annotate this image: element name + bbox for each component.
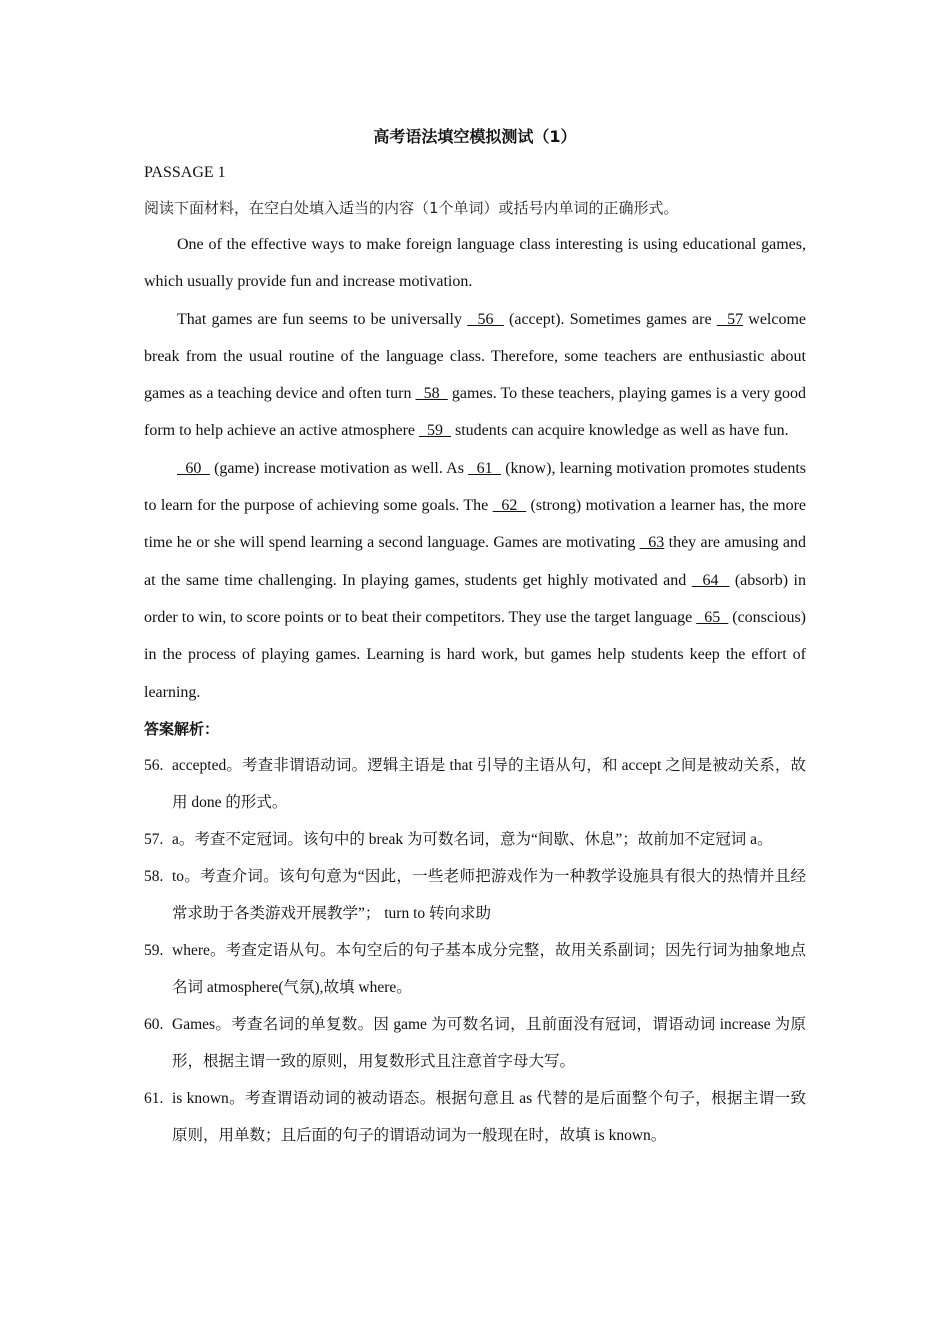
instruction-text: 阅读下面材料，在空白处填入适当的内容（1个单词）或括号内单词的正确形式。 bbox=[144, 199, 679, 217]
answers-heading: 答案解析： bbox=[144, 719, 220, 738]
blank-64: 64 bbox=[691, 571, 730, 589]
paragraph-text: (conscious) in the process of playing games. Learning is hard work, but games help students keep the effort of learning. bbox=[144, 608, 806, 701]
blank-63: 63 bbox=[639, 534, 665, 552]
answer-item bbox=[144, 747, 806, 821]
answer-number: 60. bbox=[144, 1015, 164, 1033]
paragraph-text: (game) increase motivation as well. As bbox=[209, 459, 469, 477]
paragraph-text: (accept). Sometimes games are bbox=[503, 310, 717, 328]
blank-61: 61 bbox=[468, 459, 502, 477]
answer-number: 57. bbox=[144, 830, 164, 848]
answer-number: 61. bbox=[144, 1089, 164, 1107]
paragraph-text: they are amusing and at the same time challenging. In playing games, students get highly motivated and bbox=[144, 534, 806, 589]
blank-62: 62 bbox=[492, 497, 527, 515]
answer-item bbox=[144, 858, 806, 932]
paragraph-3 bbox=[144, 450, 806, 711]
passage-label: PASSAGE 1 bbox=[144, 164, 226, 181]
answer-text: a。考查不定冠词。该句中的 break 为可数名词，意为“间歇、休息”；故前加不定冠词 a。 bbox=[172, 830, 773, 848]
paragraph-2 bbox=[144, 301, 806, 450]
answer-text: to。考查介词。该句句意为“因此，一些老师把游戏作为一种教学设施具有很大的热情并且经常求助于各类游戏开展教学”； turn to 转向求助 bbox=[172, 867, 806, 922]
paragraph-text: games. To these teachers, playing games is a very good form to help achieve an active atmosphere bbox=[144, 385, 807, 440]
answer-text: is known。考查谓语动词的被动语态。根据句意且 as 代替的是后面整个句子，根据主谓一致原则，用单数；且后面的句子的谓语动词为一般现在时，故填 is known。 bbox=[172, 1089, 806, 1144]
paragraph-text: welcome break from the usual routine of the language class. Therefore, some teachers are enthusiastic about games as a teaching device and often turn bbox=[144, 310, 807, 403]
answer-text: where。考查定语从句。本句空后的句子基本成分完整，故用关系副词；因先行词为抽象地点名词 atmosphere(气氛),故填 where。 bbox=[172, 941, 806, 996]
page-title: 高考语法填空模拟测试（1） bbox=[373, 127, 577, 146]
blank-57: 57 bbox=[716, 310, 744, 328]
answer-text: accepted。考查非谓语动词。逻辑主语是 that 引导的主语从句，和 accept 之间是被动关系，故用 done 的形式。 bbox=[172, 756, 806, 811]
blank-58: 58 bbox=[415, 385, 448, 403]
answer-item bbox=[144, 1080, 806, 1154]
answer-text: Games。考查名词的单复数。因 game 为可数名词，且前面没有冠词，谓语动词 increase 为原形，根据主谓一致的原则，用复数形式且注意首字母大写。 bbox=[172, 1015, 806, 1070]
blank-56: 56 bbox=[467, 310, 504, 328]
blank-65: 65 bbox=[696, 608, 729, 626]
paragraph-text: (know), learning motivation promotes students to learn for the purpose of achieving some goals. The bbox=[144, 459, 807, 515]
answer-item bbox=[144, 932, 806, 1006]
document-page bbox=[144, 122, 806, 1154]
answer-item bbox=[144, 821, 806, 858]
answer-number: 59. bbox=[144, 941, 164, 959]
blank-60: 60 bbox=[177, 459, 210, 477]
paragraph-text: (absorb) in order to win, to score points or to beat their competitors. They use the target language bbox=[144, 571, 806, 626]
answer-number: 56. bbox=[144, 756, 164, 774]
blank-59: 59 bbox=[419, 422, 451, 440]
paragraph-text: (strong) motivation a learner has, the more time he or she will spend learning a second language. Games are motivating bbox=[144, 497, 807, 552]
answer-number: 58. bbox=[144, 867, 164, 885]
paragraph-1: One of the effective ways to make foreign language class interesting is using educational games, which usually provide fun and increase motivation. bbox=[144, 236, 806, 291]
paragraph-text: That games are fun seems to be universally bbox=[177, 310, 468, 328]
answer-item bbox=[144, 1006, 806, 1080]
paragraph-text: students can acquire knowledge as well as have fun. bbox=[451, 422, 789, 440]
